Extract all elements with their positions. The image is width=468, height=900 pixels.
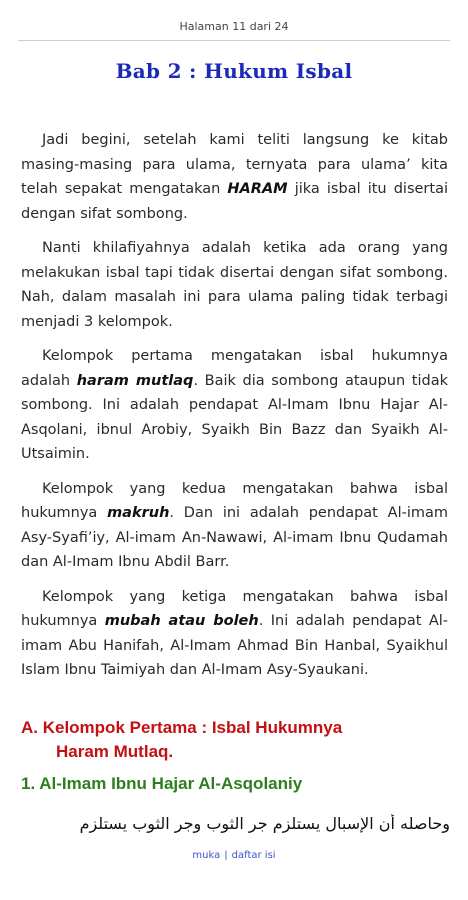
header-divider <box>18 40 450 41</box>
section-heading-line1: A. Kelompok Pertama : Isbal Hukumnya <box>21 718 343 737</box>
paragraph-text: Kelompok yang kedua mengatakan bahwa isbal hukumnya <box>21 480 448 521</box>
body-text <box>21 128 448 693</box>
page-indicator: Halaman 11 dari 24 <box>179 20 289 33</box>
paragraph-text: Jadi begini, setelah kami teliti langsung ke kitab masing-masing para ulama, ternyata para ulama’ kita telah sepakat mengatakan <box>21 132 448 197</box>
emphasis-text: makruh <box>107 505 170 521</box>
subsection-heading: 1. Al-Imam Ibnu Hajar Al-Asqolaniy <box>21 774 303 793</box>
paragraph-text: jika isbal itu disertai dengan sifat sombong. <box>21 181 448 222</box>
emphasis-text: mubah atau boleh <box>104 613 259 629</box>
table-of-contents-link[interactable]: daftar isi <box>231 850 276 861</box>
emphasis-text: HARAM <box>227 181 288 197</box>
paragraph <box>21 236 448 334</box>
arabic-quote: وحاصله أن الإسبال يستلزم جر الثوب وجر الثوب يستلزم <box>79 814 450 833</box>
paragraph-text: Nanti khilafiyahnya adalah ketika ada orang yang melakukan isbal tapi tidak disertai dengan sifat sombong. Nah, dalam masalah ini para ulama paling tidak terbagi menjadi 3 kelompok. <box>21 240 448 330</box>
paragraph-text: . Ini adalah pendapat Al-imam Abu Hanifah, Al-Imam Ahmad Bin Hanbal, Syaikhul Islam Ibnu Taimiyah dan Al-Imam Asy-Syaukani. <box>21 613 449 678</box>
emphasis-text: haram mutlaq <box>76 372 194 389</box>
paragraph-text: Kelompok pertama mengatakan isbal hukumnya adalah <box>21 348 448 389</box>
paragraph <box>21 344 448 467</box>
home-link[interactable]: muka <box>192 850 221 861</box>
paragraph <box>21 585 448 683</box>
paragraph-text: . Baik dia sombong ataupun tidak sombong. Ini adalah pendapat Al-Imam Ibnu Hajar Al- Asqolani, ibnul Arobiy, Syaikh Bin Bazz dan Syaikh Al-Utsaimin. <box>21 372 448 462</box>
section-heading-line2: Haram Mutlaq. <box>56 742 174 761</box>
paragraph-text: . Dan ini adalah pendapat Al-imam Asy-Syafi’iy, Al-imam An-Nawawi, Al-imam Ibnu Qudamah dan Al-Imam Ibnu Abdil Barr. <box>21 505 448 570</box>
footer-nav <box>0 850 468 861</box>
paragraph-text: Kelompok yang ketiga mengatakan bahwa isbal hukumnya <box>21 588 448 629</box>
chapter-title: Bab 2 : Hukum Isbal <box>115 59 353 83</box>
paragraph <box>21 477 448 575</box>
nav-separator: | <box>224 850 228 861</box>
section-heading <box>21 716 448 764</box>
paragraph <box>21 128 448 226</box>
